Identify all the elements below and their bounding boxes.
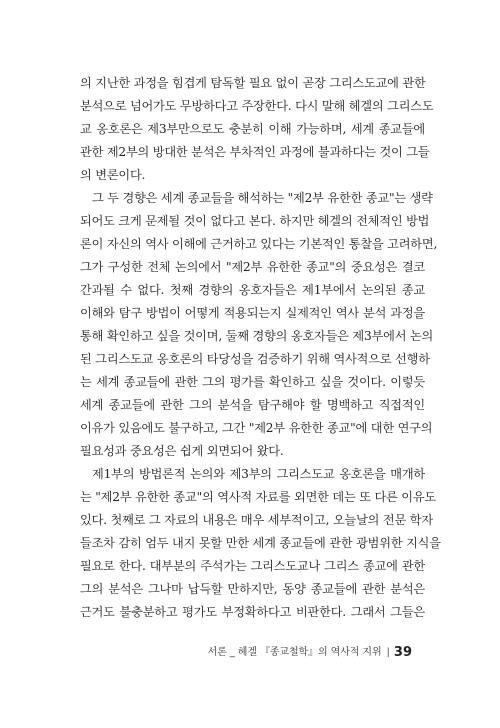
page-number: 39 bbox=[393, 645, 412, 660]
text-line: 는 "제2부 유한한 종교"의 역사적 자료를 외면한 데는 또 다른 이유도 bbox=[80, 490, 437, 504]
text-line: 필요성과 중요성은 쉽게 외면되어 왔다. bbox=[80, 444, 284, 458]
text-line: 되어도 크게 문제될 것이 없다고 본다. 하지만 헤겔의 전체적인 방법 bbox=[80, 214, 430, 228]
text-line: 있다. 첫째로 그 자료의 내용은 매우 세부적이고, 오늘날의 전문 학자 bbox=[80, 513, 433, 527]
text-line: 통해 확인하고 싶을 것이며, 둘째 경향의 옹호자들은 제3부에서 논의 bbox=[80, 329, 434, 343]
text-line: 교 옹호론은 제3부만으로도 충분히 이해 가능하며, 세계 종교들에 bbox=[80, 122, 425, 136]
text-line: 근거도 불충분하고 평가도 부정확하다고 비판한다. 그래서 그들은 bbox=[80, 605, 425, 619]
text-line: 그 두 경향은 세계 종교들을 해석하는 "제2부 유한한 종교"는 생략 bbox=[92, 191, 433, 205]
text-line: 세계 종교들에 관한 그의 분석을 탐구해야 할 명백하고 직접적인 bbox=[80, 398, 425, 412]
running-head: 서론 _ 헤겔 『종교철학』의 역사적 지위 bbox=[207, 647, 382, 658]
text-line: 이유가 있음에도 불구하고, 그간 "제2부 유한한 종교"에 대한 연구의 bbox=[80, 421, 433, 435]
text-line: 필요로 한다. 대부분의 주석가는 그리스도교나 그리스 종교에 관한 bbox=[80, 559, 425, 573]
text-line: 된 그리스도교 옹호론의 타당성을 검증하기 위해 역사적으로 선행하 bbox=[80, 352, 430, 366]
text-line: 그가 구성한 전체 논의에서 "제2부 유한한 종교"의 중요성은 결코 bbox=[80, 260, 425, 274]
text-line: 의 변론이다. bbox=[80, 168, 146, 182]
text-line: 이해와 탐구 방법이 어떻게 적용되는지 실제적인 역사 분석 과정을 bbox=[80, 306, 425, 320]
text-line: 들조차 감히 엄두 내지 못할 만한 세계 종교들에 관한 광범위한 지식을 bbox=[80, 536, 441, 550]
footer-separator: | bbox=[386, 647, 390, 658]
text-line: 그의 분석은 그나마 납득할 만하지만, 동양 종교들에 관한 분석은 bbox=[80, 582, 425, 596]
text-line: 제1부의 방법론적 논의와 제3부의 그리스도교 옹호론을 매개하 bbox=[92, 467, 425, 481]
text-line: 론이 자신의 역사 이해에 근거하고 있다는 기본적인 통찰을 고려하면, bbox=[80, 237, 438, 251]
text-line: 의 지난한 과정을 힘겹게 탐독할 필요 없이 곧장 그리스도교에 관한 bbox=[80, 76, 426, 90]
body-text bbox=[80, 72, 441, 624]
text-line: 간과될 수 없다. 첫째 경향의 옹호자들은 제1부에서 논의된 종교 bbox=[80, 283, 425, 297]
text-line: 관한 제2부의 방대한 분석은 부차적인 과정에 불과하다는 것이 그들 bbox=[80, 145, 430, 159]
page-footer bbox=[80, 645, 412, 661]
text-line: 는 세계 종교들에 관한 그의 평가를 확인하고 싶을 것이다. 이렇듯 bbox=[80, 375, 425, 389]
text-line: 분석으로 넘어가도 무방하다고 주장한다. 다시 말해 헤겔의 그리스도 bbox=[80, 99, 434, 113]
